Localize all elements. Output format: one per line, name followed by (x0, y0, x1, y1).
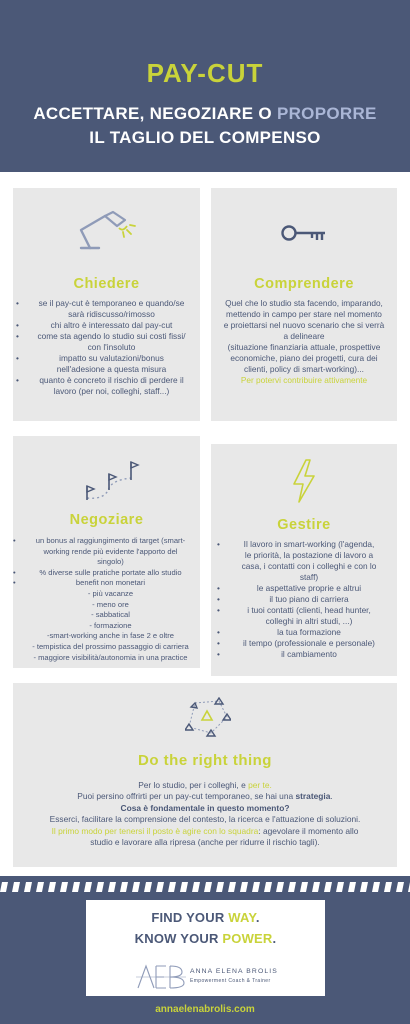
gestire-list (217, 539, 393, 660)
list-item: • le aspettative proprie e altrui (217, 583, 393, 594)
list-item: le priorità, la postazione di lavoro a (244, 550, 374, 560)
list-item: - formazione (89, 620, 132, 630)
slogan-accent: WAY (228, 910, 256, 925)
text-line: a delineare (283, 331, 325, 341)
chiedere-list (16, 298, 199, 397)
list-item: • impatto su valutazioni/bonus (16, 353, 199, 364)
list-item: • benefit non monetari (13, 578, 200, 589)
gestire-title: Gestire (277, 517, 331, 533)
network-triangle-icon (185, 697, 231, 737)
slogan-line-1 (86, 910, 325, 925)
text-line: Esserci, facilitare la comprensione del contesto, la ricerca e l'attuazione di soluzioni. (49, 814, 361, 825)
slogan-span: . (255, 910, 260, 925)
card-gestire (211, 444, 397, 676)
brand-box (86, 900, 325, 996)
brand-role: Empowerment Coach & Trainer (190, 978, 271, 984)
lamp-icon (75, 208, 139, 252)
list-item: • il cambiamento (217, 649, 393, 660)
text-line: economiche, piano dei progetti, cura dei (230, 353, 378, 363)
page-subtitle (0, 102, 410, 150)
card-do-the-right-thing (13, 683, 397, 867)
list-item: working rende più evidente l'apporto del (43, 546, 178, 556)
list-item: staff) (299, 572, 319, 582)
text-strong: strategia (295, 791, 331, 802)
text-line: e proiettarsi nel nuovo scenario che si verrà (223, 320, 385, 330)
text-span: Puoi persino offrirti per un pay-cut temporaneo, se hai una (77, 791, 296, 802)
list-item: • il tempo (professionale e personale) (217, 638, 393, 649)
slogan-span: FIND YOUR (151, 910, 229, 925)
text-line (13, 780, 397, 791)
page-title: PAY-CUT (146, 58, 264, 88)
chiedere-title: Chiedere (73, 276, 140, 292)
text-line: clienti, policy di smart-working)... (244, 364, 364, 374)
list-item: • chi altro è interessato dal pay-cut (16, 320, 199, 331)
comprendere-title: Comprendere (254, 276, 354, 292)
list-item: con l'insoluto (87, 342, 136, 352)
list-item: - tempistica del prossimo passaggio di carriera (32, 641, 189, 651)
text-line (13, 791, 397, 802)
list-item: • il tuo piano di carriera (217, 594, 393, 605)
list-item: • i tuoi contatti (clienti, head hunter, (217, 605, 393, 616)
card-chiedere (13, 188, 200, 421)
list-item: - sabbatical (91, 610, 130, 620)
list-item: casa, i contatti con i colleghi e con lo (241, 561, 377, 571)
list-item: lavoro (per noi, colleghi, staff...) (53, 386, 170, 396)
brand-name: ANNA ELENA BROLIS (190, 968, 278, 975)
right-thing-title: Do the right thing (138, 752, 272, 769)
list-item: • % diverse sulle pratiche portate allo studio (13, 568, 200, 579)
website-link[interactable]: annaelenabrolis.com (155, 1004, 255, 1015)
list-item: - maggiore visibilità/autonomia in una practice (33, 652, 188, 662)
zigzag-stripes (0, 882, 410, 892)
text-line: mettendo in campo per stare nel momento (226, 309, 382, 319)
comprendere-accent-line: Per potervi contribuire attivamente (240, 375, 368, 385)
negoziare-title: Negoziare (69, 512, 144, 528)
text-strong: Cosa è fondamentale in questo momento? (120, 802, 290, 813)
text-accent: per te. (248, 780, 272, 790)
lightning-icon (291, 458, 317, 504)
subtitle-part-b: IL TAGLIO DEL COMPENSO (89, 128, 321, 147)
list-item: sarà ridiscusso/rimosso (68, 309, 155, 319)
slogan-span: . (272, 931, 277, 946)
text-accent: Il primo modo per tenersi il posto è agire con lo squadra (51, 825, 259, 836)
aeb-monogram-logo (136, 962, 186, 990)
text-line: studio e lavorare alla ripresa (anche per ridurre il rischio tagli). (90, 837, 320, 848)
key-icon (281, 222, 327, 244)
list-item: • se il pay-cut è temporaneo e quando/se (16, 298, 199, 309)
list-item: • quanto è concreto il rischio di perdere il (16, 375, 199, 386)
list-item: • come sta agendo lo studio sui costi fissi/ (16, 331, 199, 342)
card-negoziare (13, 436, 200, 668)
list-item: • Il lavoro in smart-working (l'agenda, (217, 539, 393, 550)
text-span: : agevolare il momento allo (258, 825, 359, 836)
list-item: -smart-working anche in fase 2 e oltre (46, 631, 175, 641)
list-item: • la tua formazione (217, 627, 393, 638)
list-item: - meno ore (92, 599, 129, 609)
text-span: . (330, 791, 333, 802)
comprendere-text (213, 298, 395, 386)
text-span: Per lo studio, per i colleghi, e (138, 780, 249, 790)
subtitle-highlight: PROPORRE (276, 104, 377, 123)
text-line (13, 826, 397, 837)
flags-path-icon (81, 456, 141, 504)
list-item: • un bonus al raggiungimento di target (smart- (13, 536, 200, 547)
list-item: colleghi in altri studi, ...) (265, 616, 353, 626)
text-line (13, 803, 397, 814)
list-item: singolo) (97, 557, 124, 567)
text-line: Quel che lo studio sta facendo, imparando, (225, 298, 383, 308)
header-banner (0, 0, 410, 172)
list-item: nell'adesione a questa misura (56, 364, 167, 374)
card-comprendere (211, 188, 397, 421)
slogan-span: KNOW YOUR (134, 931, 223, 946)
slogan-accent: POWER (222, 931, 273, 946)
right-thing-text (13, 780, 397, 848)
subtitle-part-a: ACCETTARE, NEGOZIARE O (33, 104, 277, 123)
negoziare-list (13, 536, 200, 663)
text-line: (situazione finanziaria attuale, prospettive (227, 342, 381, 352)
list-item: - più vacanze (87, 588, 134, 598)
slogan-line-2 (86, 931, 325, 946)
